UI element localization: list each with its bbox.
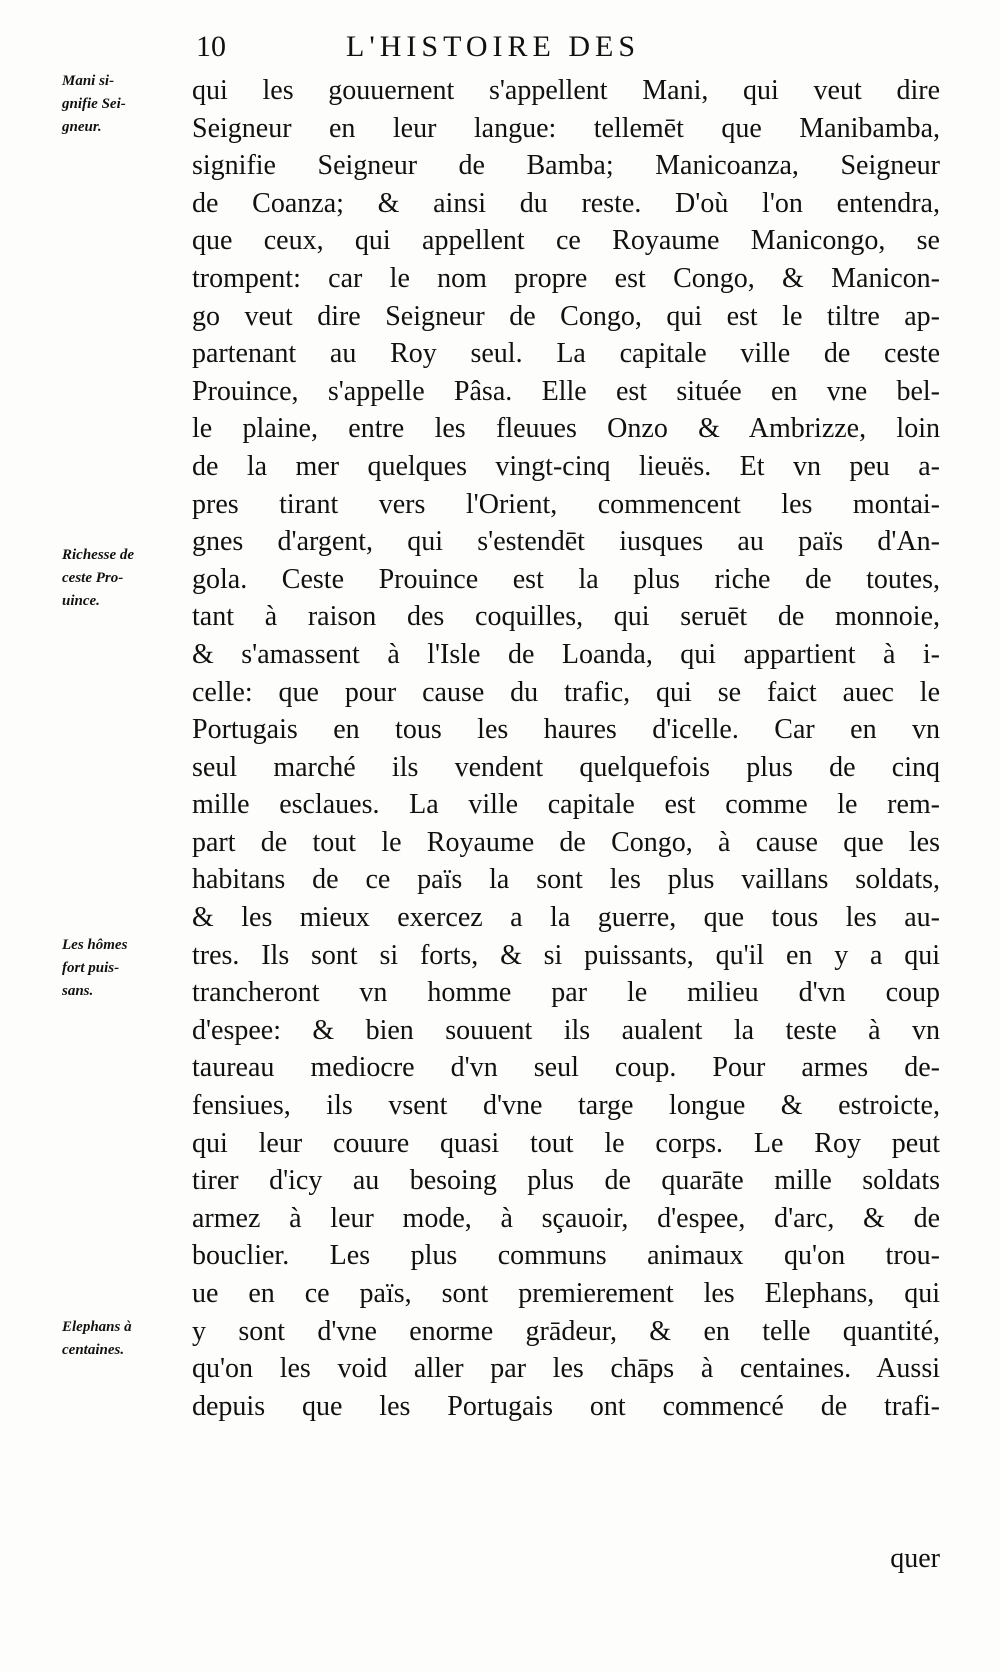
text-line: armez à leur mode, à sçauoir, d'espee, d'arc, & de (192, 1202, 940, 1234)
text-line: part de tout le Royaume de Congo, à cause que les (192, 826, 940, 858)
text-line: de la mer quelques vingt-cinq lieuës. Et vn peu a- (192, 450, 940, 482)
text-line: Portugais en tous les haures d'icelle. Car en vn (192, 714, 940, 746)
text-line: tirer d'icy au besoing plus de quarāte mille soldats (192, 1165, 940, 1197)
text-line: tant à raison des coquilles, qui seruēt de monnoie, (192, 601, 940, 633)
text-line: taureau mediocre d'vn seul coup. Pour armes de- (192, 1052, 940, 1084)
text-line: & s'amassent à l'Isle de Loanda, qui appartient à i- (192, 638, 940, 670)
text-line: trancheront vn homme par le milieu d'vn coup (192, 977, 940, 1009)
text-line: ue en ce païs, sont premierement les Elephans, qui (192, 1278, 940, 1309)
marginal-note-line: Les hômes (62, 937, 128, 953)
text-line: tres. Ils sont si forts, & si puissants, qu'il en y a qui (192, 939, 940, 971)
text-line: & les mieux exercez a la guerre, que tous les au- (192, 902, 940, 934)
text-line: Seigneur en leur langue: tellemēt que Manibamba, (192, 112, 940, 144)
marginal-note-line: Richesse de (62, 547, 135, 563)
marginal-note-line: Elephans à (62, 1319, 132, 1335)
marginal-note-line: ceste Pro- (62, 570, 124, 586)
marginal-note-line: sans. (62, 983, 94, 999)
text-line: que ceux, qui appellent ce Royaume Manicongo, se (192, 225, 940, 257)
marginal-note-mani (62, 70, 186, 139)
text-line: mille esclaues. La ville capitale est comme le rem- (192, 789, 940, 821)
text-line: qu'on les void aller par les chāps à centaines. Aussi (192, 1353, 940, 1385)
text-line: Prouince, s'appelle Pâsa. Elle est située en vne bel- (192, 375, 940, 407)
text-line: celle: que pour cause du trafic, qui se faict auec le (192, 676, 940, 708)
marginal-note-line: uince. (62, 593, 100, 609)
text-line: depuis que les Portugais ont commencé de trafi- (192, 1390, 940, 1422)
text-line: bouclier. Les plus communs animaux qu'on trou- (192, 1240, 940, 1272)
text-line: gnes d'argent, qui s'estendēt iusques au païs d'An- (192, 526, 940, 558)
catchword: quer (890, 1543, 940, 1574)
running-head (196, 30, 796, 70)
text-line: seul marché ils vendent quelquefois plus de cinq (192, 751, 940, 783)
text-line: d'espee: & bien souuent ils aualent la teste à vn (192, 1014, 940, 1046)
marginal-note-hommes (62, 934, 186, 1003)
marginal-note-line: gneur. (62, 119, 102, 135)
text-line: le plaine, entre les fleuues Onzo & Ambrizze, loin (192, 413, 940, 445)
text-line: signifie Seigneur de Bamba; Manicoanza, Seigneur (192, 150, 940, 182)
body-text (192, 72, 940, 1425)
marginal-note-line: gnifie Sei- (62, 96, 126, 112)
marginal-note-line: Mani si- (62, 73, 115, 89)
page-number: 10 (196, 30, 226, 63)
text-line: fensiues, ils vsent d'vne targe longue & estroicte, (192, 1090, 940, 1122)
text-line: qui les gouuernent s'appellent Mani, qui veut dire (192, 75, 940, 106)
text-line: go veut dire Seigneur de Congo, qui est le tiltre ap- (192, 300, 940, 332)
marginal-note-richesse (62, 544, 186, 613)
text-line: habitans de ce païs la sont les plus vaillans soldats, (192, 864, 940, 896)
text-line: partenant au Roy seul. La capitale ville de ceste (192, 338, 940, 370)
running-title: L'HISTOIRE DES (346, 30, 641, 63)
text-line: de Coanza; & ainsi du reste. D'où l'on entendra, (192, 187, 940, 219)
marginal-note-line: fort puis- (62, 960, 120, 976)
text-line: y sont d'vne enorme grādeur, & en telle quantité, (192, 1315, 940, 1347)
text-line: qui leur couure quasi tout le corps. Le Roy peut (192, 1127, 940, 1159)
text-line: trompent: car le nom propre est Congo, & Manicon- (192, 262, 940, 294)
marginal-note-elephans (62, 1316, 186, 1362)
marginal-note-line: centaines. (62, 1342, 125, 1358)
text-line: gola. Ceste Prouince est la plus riche de toutes, (192, 563, 940, 595)
text-line: pres tirant vers l'Orient, commencent les montai- (192, 488, 940, 520)
